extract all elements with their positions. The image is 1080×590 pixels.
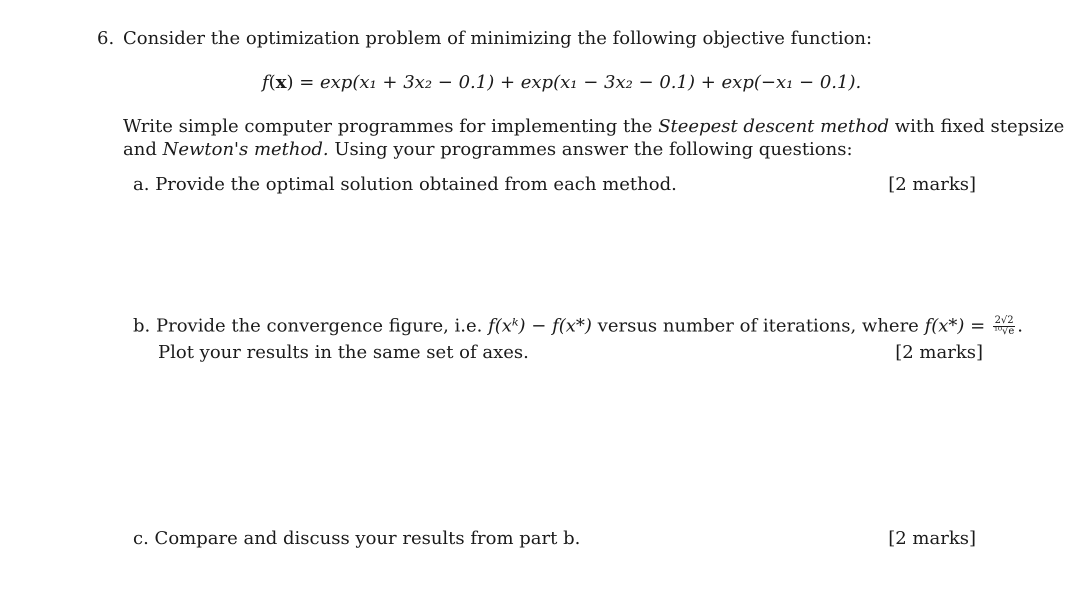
optimal-value-fraction: [993, 316, 1015, 337]
equation-rhs: = exp(x₁ + 3x₂ − 0.1) + exp(x₁ − 3x₂ − 0.1) + exp(−x₁ − 0.1).: [299, 72, 862, 93]
equation-x: x: [275, 72, 287, 93]
part-b-text-pre: Provide the convergence figure, i.e.: [155, 315, 489, 337]
part-c-label: c.: [133, 528, 149, 549]
para1-post: with fixed stepsize: [889, 116, 1065, 137]
question-intro: Consider the optimization problem of minimizing the following objective function:: [123, 28, 873, 49]
part-b-label: b.: [133, 315, 151, 337]
part-b-text-mid: versus number of iterations, where: [591, 315, 925, 337]
equation-f: f: [262, 72, 269, 93]
question-number: 6.: [97, 28, 115, 49]
part-b-marks: [2 marks]: [895, 342, 983, 363]
part-b-fstar: f(x*) =: [924, 315, 986, 337]
para2-pre: and: [123, 139, 163, 160]
instructions-line-2: [123, 141, 853, 159]
part-b-expr: f(xᵏ) − f(x*): [488, 315, 592, 337]
fraction-denominator: ¹⁰√e: [993, 326, 1015, 337]
para2-post: Using your programmes answer the following questions:: [328, 139, 853, 160]
instructions-line-1: [123, 118, 1064, 136]
part-b-line2: Plot your results in the same set of axes.: [158, 342, 529, 363]
part-b: b. Provide the convergence figure, i.e. f(xᵏ) − f(x*) versus number of iterations, where f(x*) = $\frac{2√2}{\text{¹⁰√e}}$ .: [133, 315, 1024, 337]
newtons-method-term: Newton's method.: [162, 139, 329, 160]
part-a-marks: [2 marks]: [888, 174, 976, 195]
para1-pre: Write simple computer programmes for implementing the: [123, 116, 659, 137]
part-a-label: a.: [133, 174, 150, 195]
fraction-numerator: 2√2: [994, 315, 1014, 326]
steepest-descent-term: Steepest descent method: [658, 116, 890, 137]
part-c: [133, 530, 580, 548]
part-a-text: Provide the optimal solution obtained from each method.: [155, 174, 677, 195]
part-c-marks: [2 marks]: [888, 528, 976, 549]
part-a: [133, 176, 677, 194]
part-c-text: Compare and discuss your results from part b.: [154, 528, 581, 549]
objective-function: f(x) = exp(x₁ + 3x₂ − 0.1) + exp(x₁ − 3x₂ − 0.1) + exp(−x₁ − 0.1).: [262, 72, 862, 93]
